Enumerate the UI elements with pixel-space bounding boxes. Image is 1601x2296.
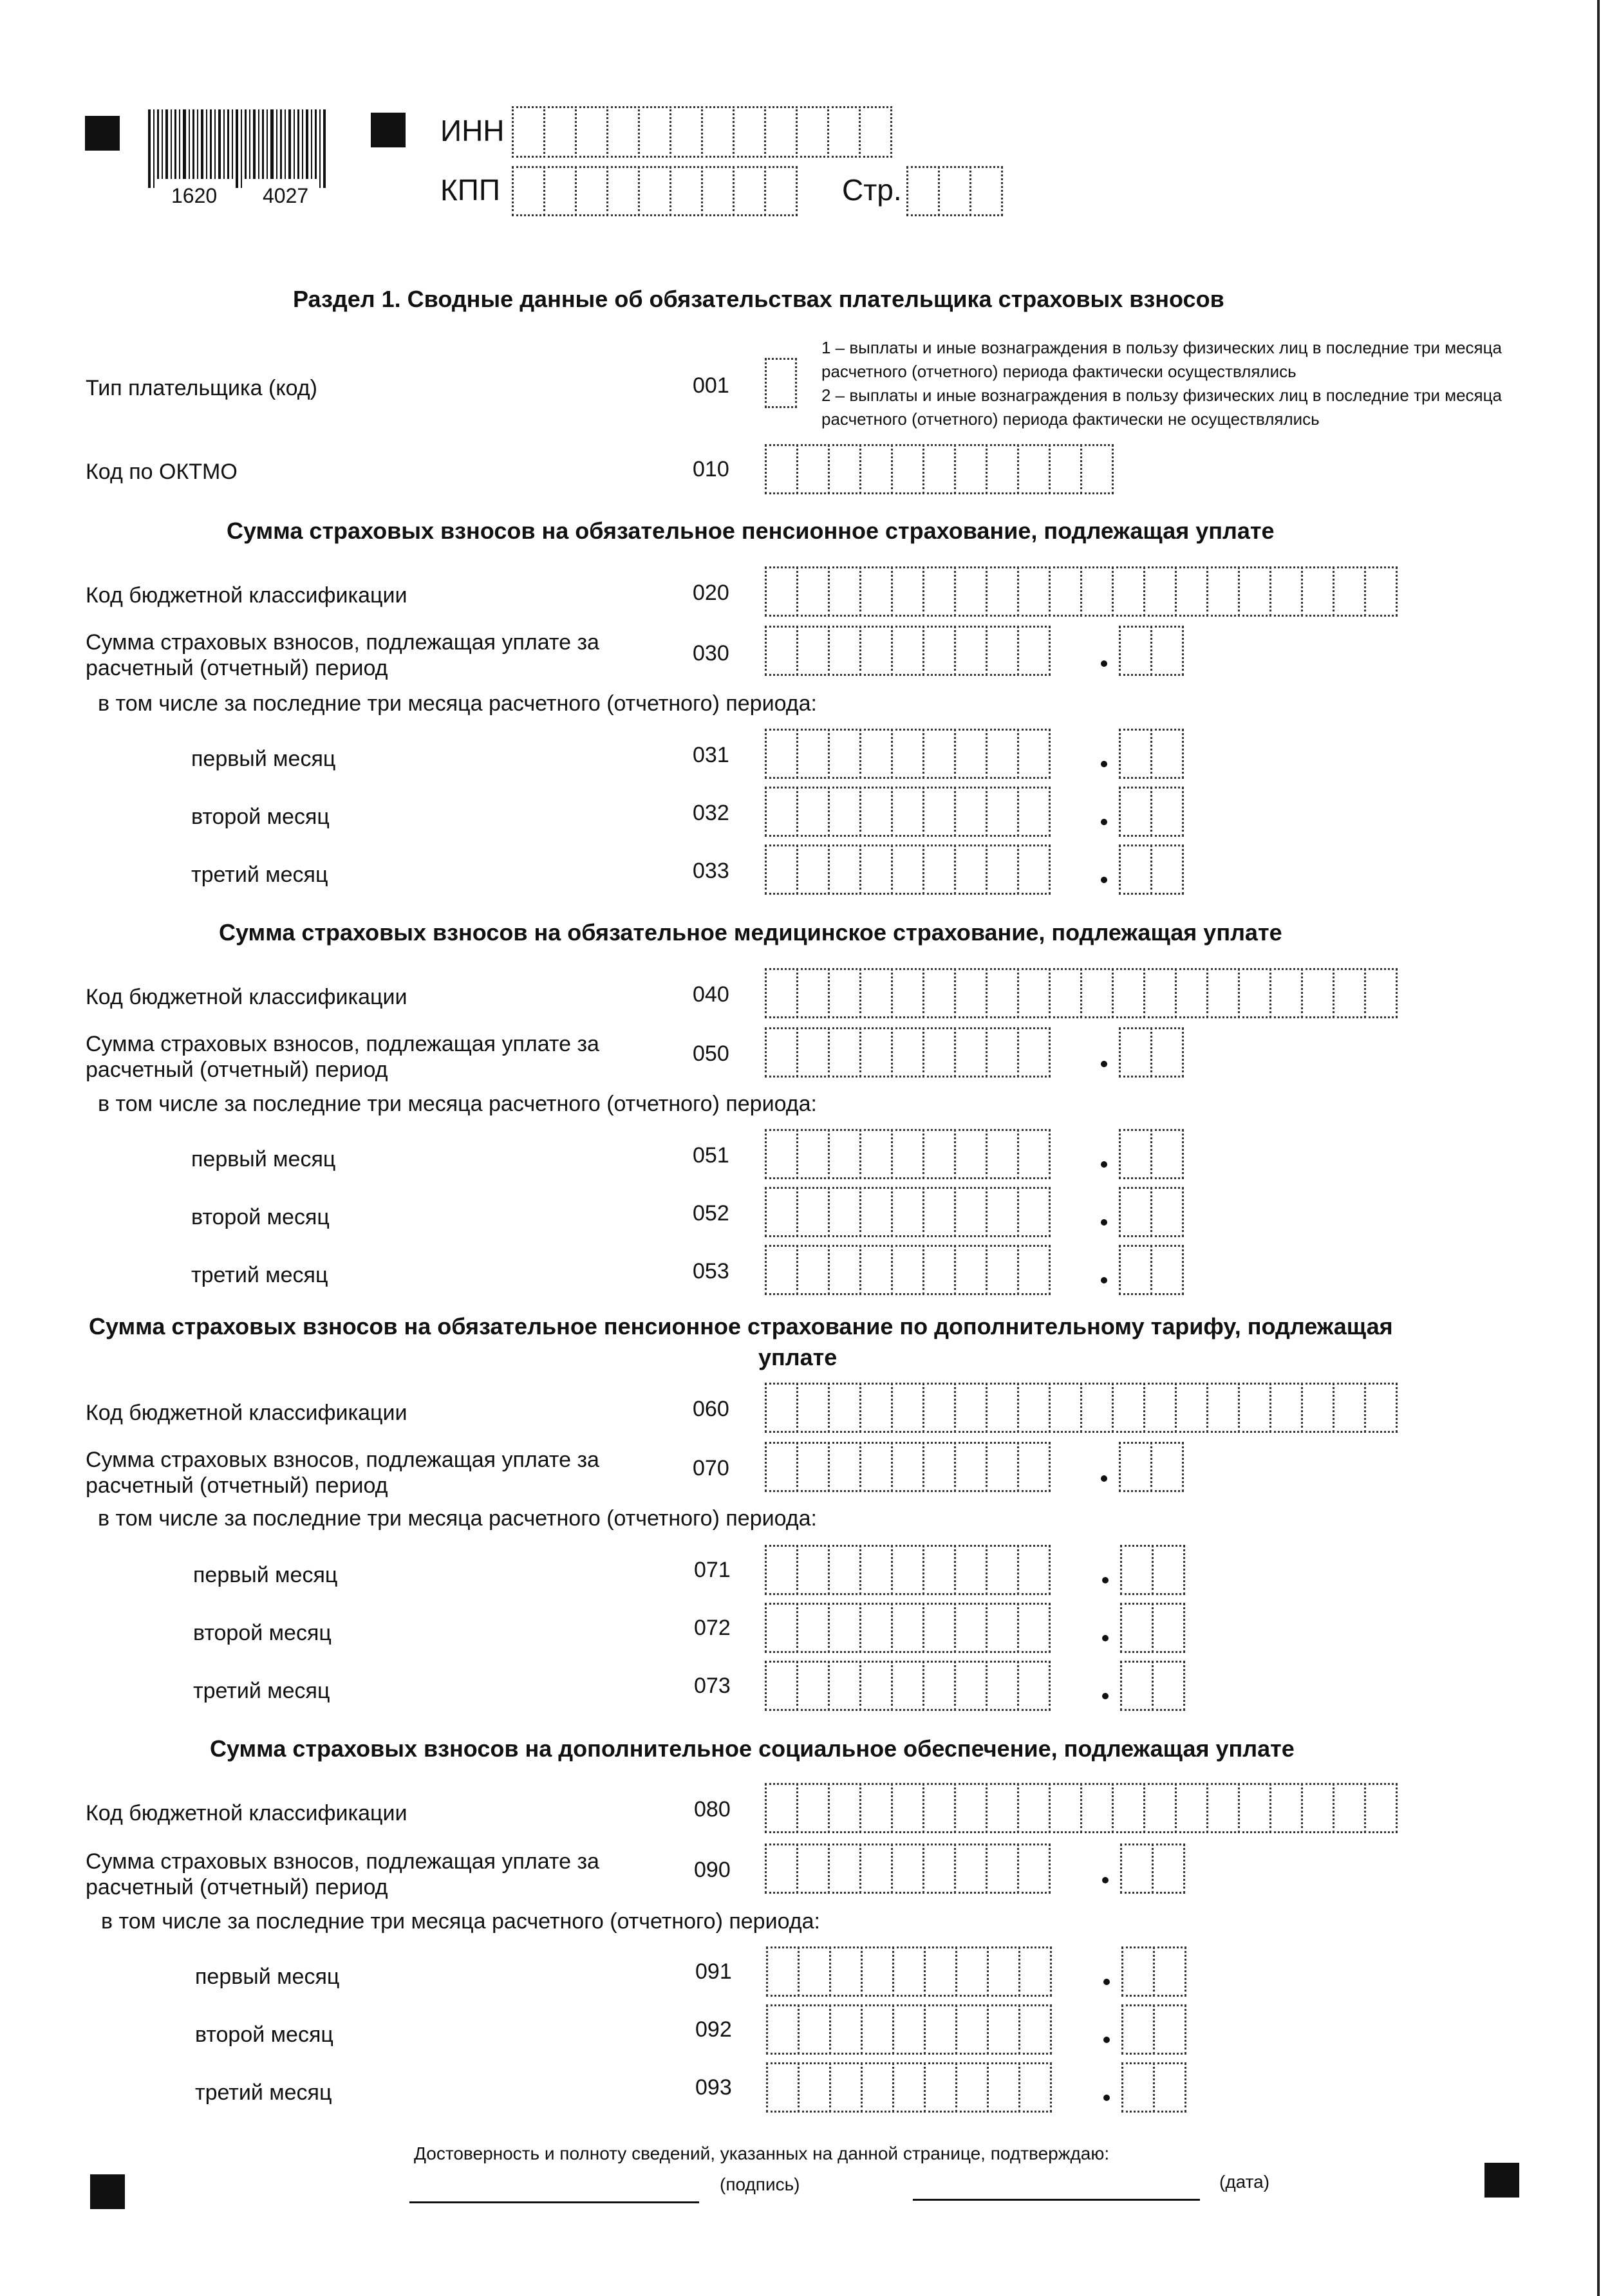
kbk-code: 060: [693, 1397, 729, 1421]
sum-rubles-field[interactable]: [765, 626, 1049, 676]
sum-kopecks-field[interactable]: [1119, 1442, 1182, 1492]
decimal-point: [1102, 1877, 1109, 1883]
confirmation-text: Достоверность и полноту сведений, указанных на данной странице, подтверждаю:: [414, 2143, 1110, 2163]
payer-type-code: 001: [693, 373, 729, 398]
block-title-continued: уплате: [758, 1344, 838, 1370]
month1-rubles-field[interactable]: [765, 1129, 1049, 1179]
month1-label: первый месяц: [191, 1147, 336, 1171]
sum-code: 070: [693, 1456, 729, 1480]
month3-kopecks-field[interactable]: [1121, 2062, 1184, 2113]
sum-kopecks-field[interactable]: [1120, 1843, 1183, 1894]
month3-code: 093: [695, 2075, 732, 2100]
decimal-point: [1103, 2095, 1110, 2101]
month1-kopecks-field[interactable]: [1119, 1129, 1182, 1179]
month3-rubles-field[interactable]: [765, 845, 1049, 895]
kbk-label: Код бюджетной классификации: [86, 583, 407, 608]
month2-label: второй месяц: [193, 1621, 332, 1645]
kbk-code: 080: [694, 1797, 731, 1822]
month3-rubles-field[interactable]: [765, 1661, 1049, 1711]
inn-field[interactable]: [512, 106, 890, 158]
sum-label: Сумма страховых взносов, подлежащая уплате за расчетный (отчетный) период: [86, 630, 599, 680]
sum-kopecks-field[interactable]: [1119, 626, 1182, 676]
kbk-field[interactable]: [765, 566, 1396, 617]
month3-code: 073: [694, 1674, 731, 1698]
sum-kopecks-field[interactable]: [1119, 1027, 1182, 1078]
month2-kopecks-field[interactable]: [1121, 2004, 1184, 2055]
month3-kopecks-field[interactable]: [1120, 1661, 1183, 1711]
including-label: в том числе за последние три месяца расчетного (отчетного) периода:: [98, 691, 817, 716]
month2-code: 032: [693, 801, 729, 825]
month2-rubles-field[interactable]: [765, 1603, 1049, 1653]
sum-rubles-field[interactable]: [765, 1442, 1049, 1492]
month1-rubles-field[interactable]: [765, 1545, 1049, 1595]
oktmo-field[interactable]: [765, 444, 1112, 494]
month3-label: третий месяц: [191, 1263, 328, 1287]
section-title: Раздел 1. Сводные данные об обязательствах плательщика страховых взносов: [293, 286, 1224, 312]
sum-code: 090: [694, 1858, 731, 1882]
decimal-point: [1103, 1979, 1110, 1985]
corner-marker-bottom-left: [90, 2174, 125, 2209]
barcode-image: [148, 109, 341, 193]
month1-code: 031: [693, 743, 729, 767]
kbk-field[interactable]: [765, 968, 1396, 1018]
sum-code: 050: [693, 1041, 729, 1066]
signature-caption: (подпись): [720, 2174, 800, 2194]
block-title: Сумма страховых взносов на обязательное медицинское страхование, подлежащая уплате: [219, 919, 1282, 946]
month1-kopecks-field[interactable]: [1120, 1545, 1183, 1595]
payer-type-note-2: 2 – выплаты и иные вознаграждения в пользу физических лиц в последние три месяца расчетного (отчетного) периода фактически не осуществлялись: [821, 386, 1502, 429]
month3-label: третий месяц: [191, 863, 328, 887]
month2-rubles-field[interactable]: [765, 1187, 1049, 1237]
barcode-number-right: 4027: [263, 184, 309, 207]
month3-kopecks-field[interactable]: [1119, 845, 1182, 895]
decimal-point: [1102, 1693, 1109, 1699]
decimal-point: [1101, 660, 1107, 667]
month2-code: 052: [693, 1201, 729, 1226]
month1-label: первый месяц: [193, 1563, 338, 1587]
month1-rubles-field[interactable]: [765, 729, 1049, 779]
decimal-point: [1101, 1475, 1107, 1482]
date-caption: (дата): [1219, 2172, 1270, 2192]
kbk-label: Код бюджетной классификации: [86, 1801, 407, 1825]
page-edge: [1597, 0, 1600, 2296]
month2-label: второй месяц: [191, 805, 330, 829]
corner-marker-bottom-right: [1484, 2163, 1519, 2198]
month1-label: первый месяц: [195, 1965, 340, 1989]
decimal-point: [1102, 1577, 1109, 1583]
decimal-point: [1101, 819, 1107, 825]
kbk-label: Код бюджетной классификации: [86, 1401, 407, 1425]
month3-label: третий месяц: [195, 2080, 332, 2105]
barcode-number-left: 1620: [171, 184, 218, 207]
decimal-point: [1101, 761, 1107, 767]
month3-rubles-field[interactable]: [766, 2062, 1050, 2113]
kbk-field[interactable]: [765, 1783, 1396, 1833]
sum-code: 030: [693, 641, 729, 666]
kbk-code: 040: [693, 982, 729, 1007]
signature-line[interactable]: [409, 2201, 699, 2203]
page-label: Стр.: [842, 173, 902, 207]
month2-kopecks-field[interactable]: [1119, 1187, 1182, 1237]
kbk-field[interactable]: [765, 1383, 1396, 1433]
decimal-point: [1102, 1635, 1109, 1641]
month1-rubles-field[interactable]: [766, 1946, 1050, 1997]
block-title: Сумма страховых взносов на дополнительное социальное обеспечение, подлежащая уплате: [210, 1735, 1295, 1762]
block-title: Сумма страховых взносов на обязательное пенсионное страхование по дополнительному тарифу, подлежащая: [89, 1313, 1393, 1339]
sum-label: Сумма страховых взносов, подлежащая уплате за расчетный (отчетный) период: [86, 1849, 599, 1899]
decimal-point: [1103, 2037, 1110, 2043]
month2-code: 072: [694, 1616, 731, 1640]
month1-code: 091: [695, 1959, 732, 1984]
payer-type-field[interactable]: [765, 358, 795, 408]
month1-kopecks-field[interactable]: [1121, 1946, 1184, 1997]
month2-kopecks-field[interactable]: [1120, 1603, 1183, 1653]
including-label: в том числе за последние три месяца расчетного (отчетного) периода:: [98, 1506, 817, 1531]
decimal-point: [1101, 877, 1107, 883]
month3-rubles-field[interactable]: [765, 1245, 1049, 1295]
kpp-label: КПП: [440, 173, 500, 207]
corner-marker-top-mid: [371, 113, 406, 147]
month2-kopecks-field[interactable]: [1119, 787, 1182, 837]
month2-label: второй месяц: [195, 2022, 333, 2047]
oktmo-code: 010: [693, 457, 729, 481]
sum-rubles-field[interactable]: [765, 1843, 1049, 1894]
payer-type-note-1: 1 – выплаты и иные вознаграждения в пользу физических лиц в последние три месяца расчетного (отчетного) периода фактически осуществлялись: [821, 338, 1502, 381]
block-title: Сумма страховых взносов на обязательное пенсионное страхование, подлежащая уплате: [227, 518, 1275, 544]
inn-label: ИНН: [440, 114, 505, 147]
oktmo-label: Код по ОКТМО: [86, 460, 238, 484]
date-line[interactable]: [913, 2199, 1200, 2201]
month1-code: 071: [694, 1558, 731, 1582]
month2-code: 092: [695, 2017, 732, 2042]
decimal-point: [1101, 1061, 1107, 1067]
month3-code: 033: [693, 859, 729, 883]
including-label: в том числе за последние три месяца расчетного (отчетного) периода:: [98, 1092, 817, 1116]
month3-kopecks-field[interactable]: [1119, 1245, 1182, 1295]
month3-code: 053: [693, 1259, 729, 1283]
decimal-point: [1101, 1219, 1107, 1226]
month1-kopecks-field[interactable]: [1119, 729, 1182, 779]
month2-rubles-field[interactable]: [766, 2004, 1050, 2055]
month3-label: третий месяц: [193, 1679, 330, 1703]
sum-label: Сумма страховых взносов, подлежащая уплате за расчетный (отчетный) период: [86, 1448, 599, 1498]
decimal-point: [1101, 1277, 1107, 1283]
page-number-field[interactable]: [906, 166, 1001, 216]
month1-label: первый месяц: [191, 747, 336, 771]
including-label: в том числе за последние три месяца расчетного (отчетного) периода:: [101, 1909, 820, 1934]
corner-marker-top-left: [85, 116, 120, 151]
kpp-field[interactable]: [512, 166, 796, 216]
sum-rubles-field[interactable]: [765, 1027, 1049, 1078]
month1-code: 051: [693, 1143, 729, 1168]
kbk-code: 020: [693, 581, 729, 605]
decimal-point: [1101, 1161, 1107, 1168]
kbk-label: Код бюджетной классификации: [86, 985, 407, 1009]
payer-type-label: Тип плательщика (код): [86, 376, 317, 400]
month2-label: второй месяц: [191, 1205, 330, 1229]
sum-label: Сумма страховых взносов, подлежащая уплате за расчетный (отчетный) период: [86, 1032, 599, 1082]
month2-rubles-field[interactable]: [765, 787, 1049, 837]
